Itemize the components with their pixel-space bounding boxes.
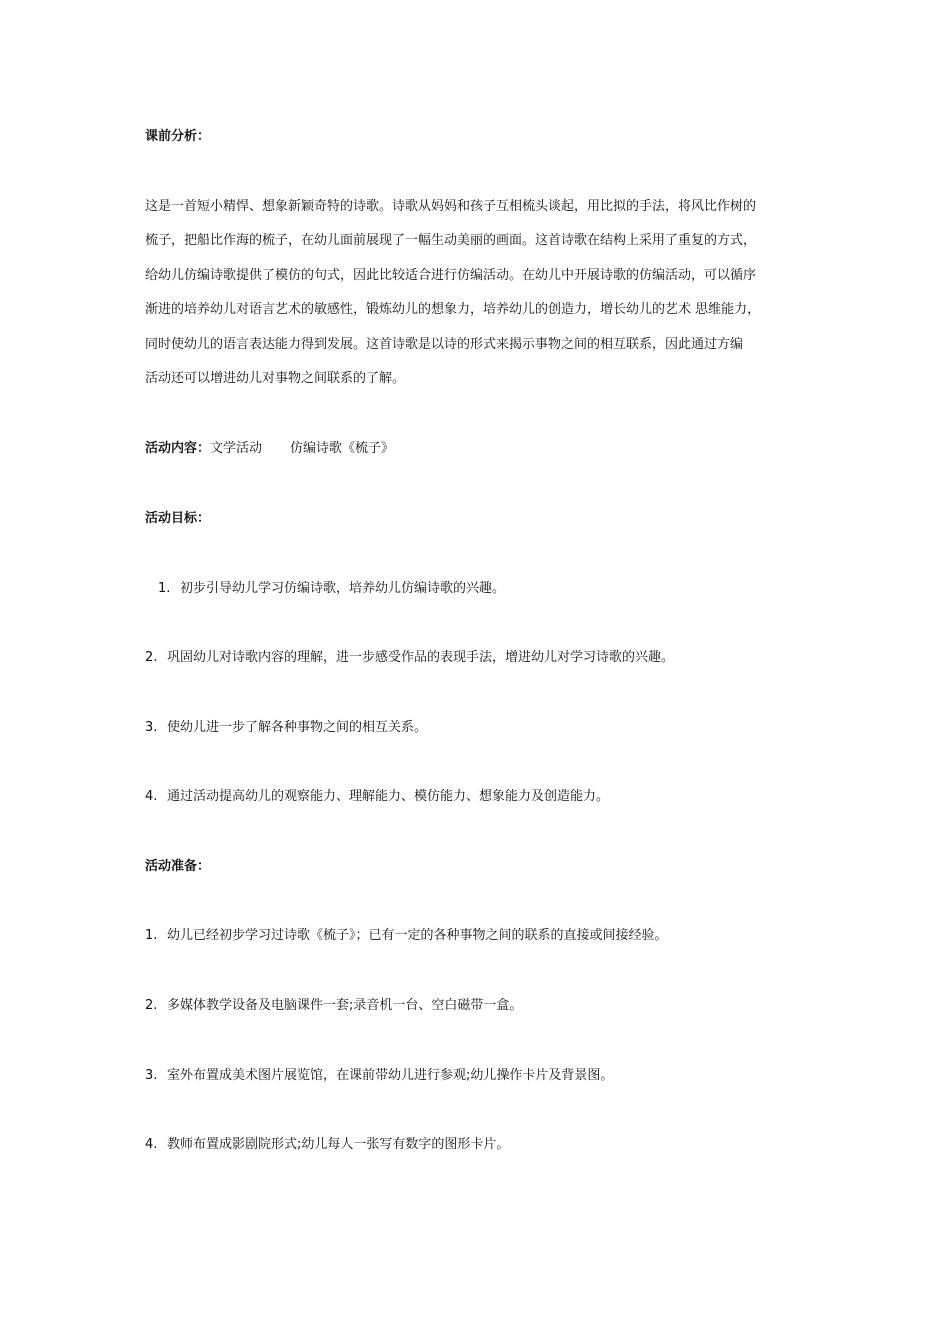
prep-item <box>145 926 668 946</box>
prep-text: 幼儿已经初步学习过诗歌《梳子》；已有一定的各种事物之间的联系的直接或间接经验。 <box>167 928 668 943</box>
goal-text: 使幼儿进一步了解各种事物之间的相互关系。 <box>167 720 428 735</box>
prep-item <box>145 1066 613 1086</box>
goal-item <box>145 787 609 807</box>
goal-number: 4. <box>145 789 158 804</box>
prep-text: 教师布置成影剧院形式;幼儿每人一张写有数字的图形卡片。 <box>167 1137 510 1152</box>
analysis-line: 给幼儿仿编诗歌提供了模仿的句式，因此比较适合进行仿编活动。在幼儿中开展诗歌的仿编活动，可以循序 <box>145 268 757 283</box>
pre-class-analysis-heading: 课前分析： <box>145 129 211 144</box>
activity-title: 仿编诗歌《梳子》 <box>290 441 395 456</box>
goal-number: 1. <box>158 581 171 596</box>
goal-item <box>145 718 427 738</box>
activity-category: 文学活动 <box>210 441 263 456</box>
prep-number: 2. <box>145 998 158 1013</box>
goal-item <box>145 648 674 668</box>
goal-number: 3. <box>145 720 158 735</box>
goal-text: 通过活动提高幼儿的观察能力、理解能力、模仿能力、想象能力及创造能力。 <box>167 789 610 804</box>
prep-text: 室外布置成美术图片展览馆，在课前带幼儿进行参观;幼儿操作卡片及背景图。 <box>167 1068 614 1083</box>
goal-text: 初步引导幼儿学习仿编诗歌，培养幼儿仿编诗歌的兴趣。 <box>180 581 506 596</box>
goal-number: 2. <box>145 650 158 665</box>
activity-goals-heading: 活动目标： <box>145 511 211 526</box>
prep-number: 1. <box>145 928 158 943</box>
analysis-line: 梳子，把船比作海的梳子，在幼儿面前展现了一幅生动美丽的画面。这首诗歌在结构上采用了重复的方式， <box>145 233 757 248</box>
prep-item <box>145 996 522 1016</box>
goal-text: 巩固幼儿对诗歌内容的理解，进一步感受作品的表现手法，增进幼儿对学习诗歌的兴趣。 <box>167 650 675 665</box>
activity-prep-heading: 活动准备： <box>145 859 211 874</box>
analysis-line: 活动还可以增进幼儿对事物之间联系的了解。 <box>145 371 406 386</box>
activity-content-line <box>145 439 394 459</box>
activity-content-label: 活动内容： <box>145 441 211 456</box>
prep-number: 4. <box>145 1137 158 1152</box>
analysis-line: 渐进的培养幼儿对语言艺术的敏感性，锻炼幼儿的想象力，培养幼儿的创造力，增长幼儿的艺术 思维能力， <box>145 302 761 317</box>
prep-number: 3. <box>145 1068 158 1083</box>
analysis-line: 这是一首短小精悍、想象新颖奇特的诗歌。诗歌从妈妈和孩子互相梳头谈起，用比拟的手法，将风比作树的 <box>145 199 757 214</box>
prep-item <box>145 1135 509 1155</box>
analysis-line: 同时使幼儿的语言表达能力得到发展。这首诗歌是以诗的形式来揭示事物之间的相互联系，因此通过方编 <box>145 337 744 352</box>
goal-item <box>158 579 505 599</box>
prep-text: 多媒体教学设备及电脑课件一套;录音机一台、空白磁带一盒。 <box>167 998 523 1013</box>
